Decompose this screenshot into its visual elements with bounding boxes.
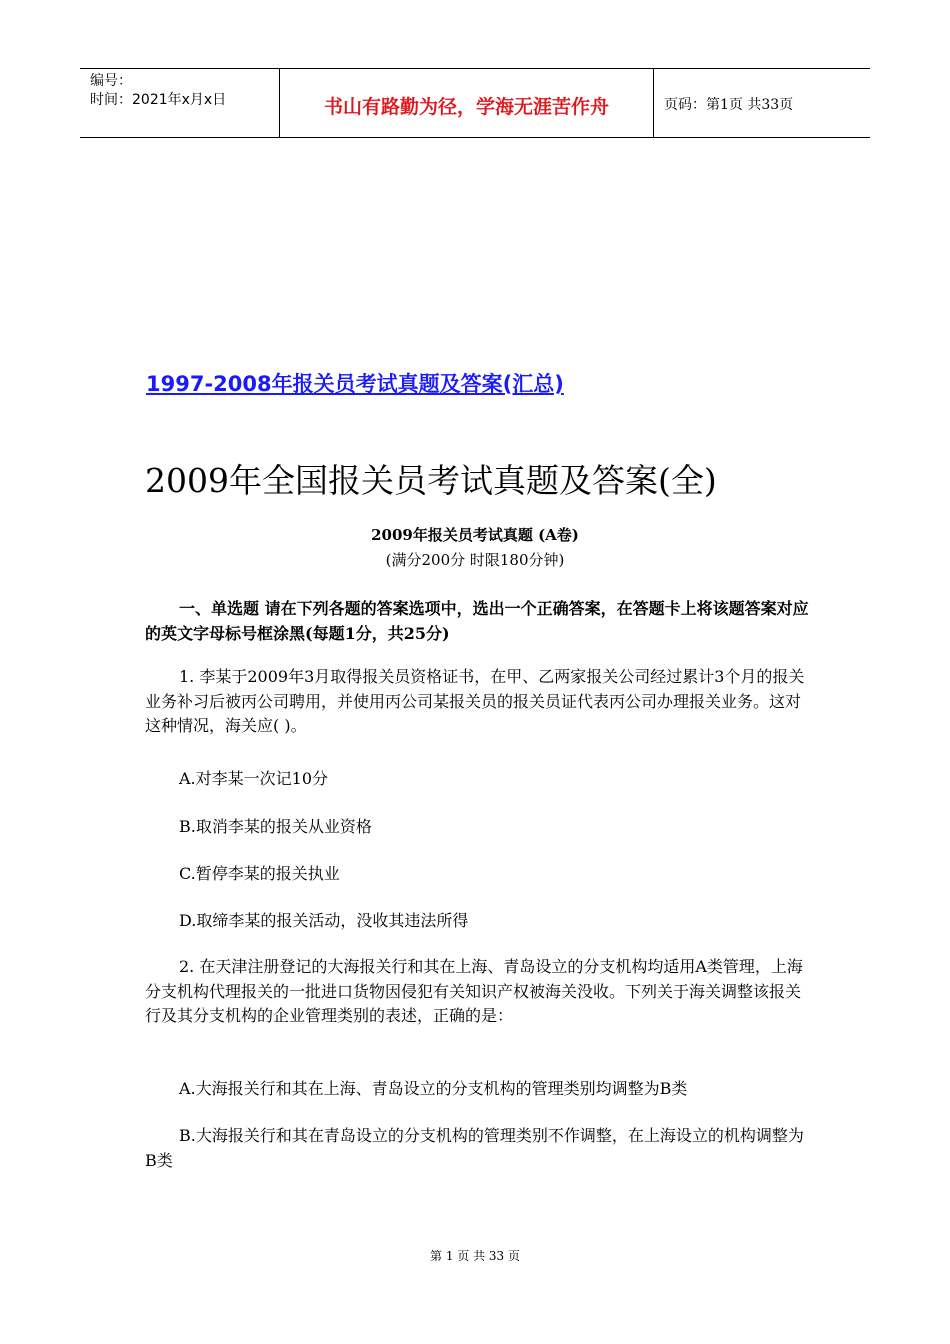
header-meta-cell: [80, 69, 280, 137]
question-1-option-c: C.暂停李某的报关执业: [179, 864, 340, 883]
question-1-option-b: B.取消李某的报关从业资格: [179, 817, 372, 836]
header-table: [80, 68, 870, 138]
question-2-option-b: B.大海报关行和其在青岛设立的分支机构的管理类别不作调整，在上海设立的机构调整为B类: [145, 1126, 804, 1170]
exam-title: 2009年报关员考试真题 (A卷): [371, 526, 579, 544]
related-link[interactable]: 1997-2008年报关员考试真题及答案(汇总): [146, 372, 564, 396]
question-1-option-d: D.取缔李某的报关活动，没收其违法所得: [179, 911, 469, 930]
question-1-option-a: A.对李某一次记10分: [179, 769, 329, 788]
header-page-info: 页码：第1页 共33页: [664, 97, 794, 113]
page-title: 2009年全国报关员考试真题及答案(全): [145, 461, 717, 500]
header-motto: 书山有路勤为径，学海无涯苦作舟: [280, 69, 654, 137]
question-1: 1. 李某于2009年3月取得报关员资格证书，在甲、乙两家报关公司经过累计3个月的报关业务补习后被丙公司聘用，并使用丙公司某报关员的报关员证代表丙公司办理报关业务。这对这种情况，海关应( )。: [145, 667, 805, 735]
number-label: 编号：: [90, 73, 132, 89]
exam-meta: (满分200分 时限180分钟): [385, 551, 565, 569]
question-2: 2. 在天津注册登记的大海报关行和其在上海、青岛设立的分支机构均适用A类管理，上海分支机构代理报关的一批进口货物因侵犯有关知识产权被海关没收。下列关于海关调整该报关行及其分支机构的企业管理类别的表述，正确的是：: [145, 957, 803, 1025]
page-footer: 第 1 页 共 33 页: [430, 1249, 520, 1263]
time-label: 时间：2021年x月x日: [90, 92, 227, 108]
section-heading: 一、单选题 请在下列各题的答案选项中，选出一个正确答案，在答题卡上将该题答案对应的英文字母标号框涂黑(每题1分，共25分): [145, 599, 809, 643]
question-2-option-a: A.大海报关行和其在上海、青岛设立的分支机构的管理类别均调整为B类: [179, 1079, 688, 1098]
